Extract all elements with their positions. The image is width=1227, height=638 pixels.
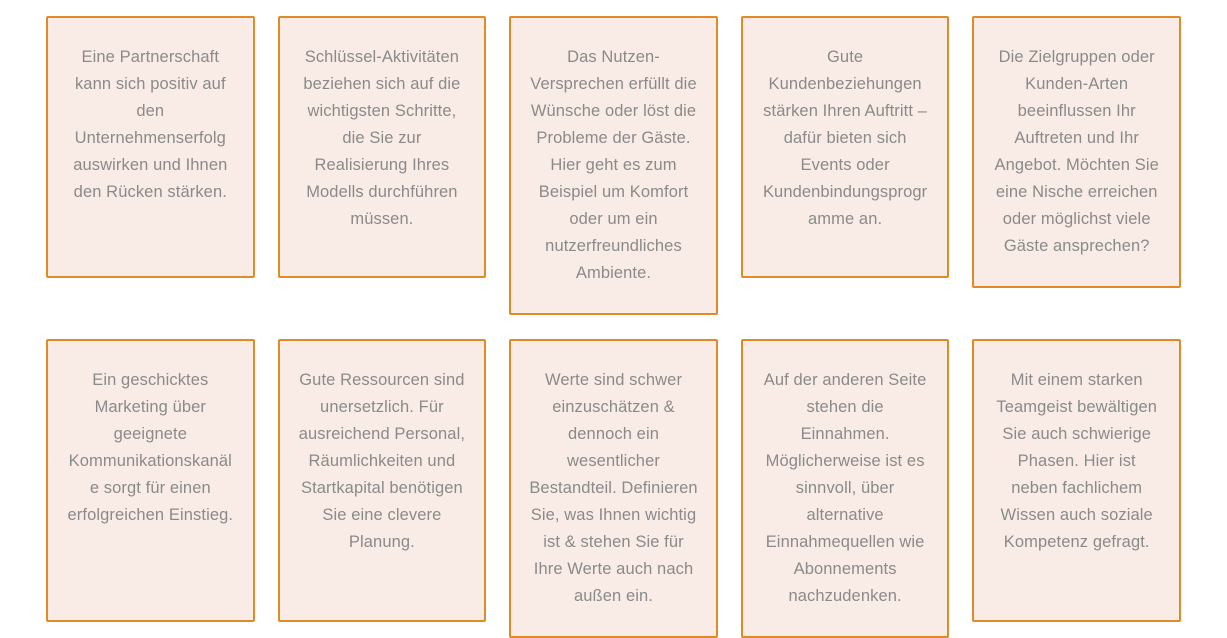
card-einnahmen[interactable] (741, 339, 950, 638)
card-text: Die Zielgruppen oder Kunden-Arten beeinflussen Ihr Auftreten und Ihr Angebot. Möchten Sie eine Nische erreichen oder möglichst viele Gäste ansprechen? (994, 48, 1159, 255)
card-marketing[interactable] (46, 339, 255, 622)
card-kundenbeziehungen[interactable] (741, 16, 950, 278)
card-text: Das Nutzen-Versprechen erfüllt die Wünsche oder löst die Probleme der Gäste. Hier geht es zum Beispiel um Komfort oder um ein nutzerfreundliches Ambiente. (530, 48, 697, 282)
card-row-1 (46, 16, 1181, 315)
card-nutzen-versprechen[interactable] (509, 16, 718, 315)
card-text: Gute Ressourcen sind unersetzlich. Für ausreichend Personal, Räumlichkeiten und Startkapital benötigen Sie eine clevere Planung. (298, 371, 466, 551)
card-werte[interactable] (509, 339, 718, 638)
card-text: Mit einem starken Teamgeist bewältigen Sie auch schwierige Phasen. Hier ist neben fachlichem Wissen auch soziale Kompetenz gefragt. (996, 371, 1158, 551)
card-text: Ein geschicktes Marketing über geeignete Kommunikationskanäle sorgt für einen erfolgreichen Einstieg. (67, 371, 234, 524)
card-teamgeist[interactable] (972, 339, 1181, 622)
card-text: Werte sind schwer einzuschätzen & dennoch ein wesentlicher Bestandteil. Definieren Sie, was Ihnen wichtig ist & stehen Sie für Ihre Werte auch nach außen ein. (529, 371, 698, 605)
card-text: Gute Kundenbeziehungen stärken Ihren Auftritt – dafür bieten sich Events oder Kundenbindungsprogramme an. (762, 48, 928, 228)
card-text: Eine Partnerschaft kann sich positiv auf den Unternehmenserfolg auswirken und Ihnen den Rücken stärken. (73, 48, 228, 201)
card-schluessel-aktivitaeten[interactable] (278, 16, 487, 278)
card-row-2 (46, 339, 1181, 638)
card-partnerschaft[interactable] (46, 16, 255, 278)
card-zielgruppen[interactable] (972, 16, 1181, 288)
card-text: Auf der anderen Seite stehen die Einnahmen. Möglicherweise ist es sinnvoll, über alternative Einnahmequellen wie Abonnements nachzudenken. (763, 371, 927, 605)
card-text: Schlüssel-Aktivitäten beziehen sich auf die wichtigsten Schritte, die Sie zur Realisierung Ihres Modells durchführen müssen. (303, 48, 461, 228)
card-ressourcen[interactable] (278, 339, 487, 622)
